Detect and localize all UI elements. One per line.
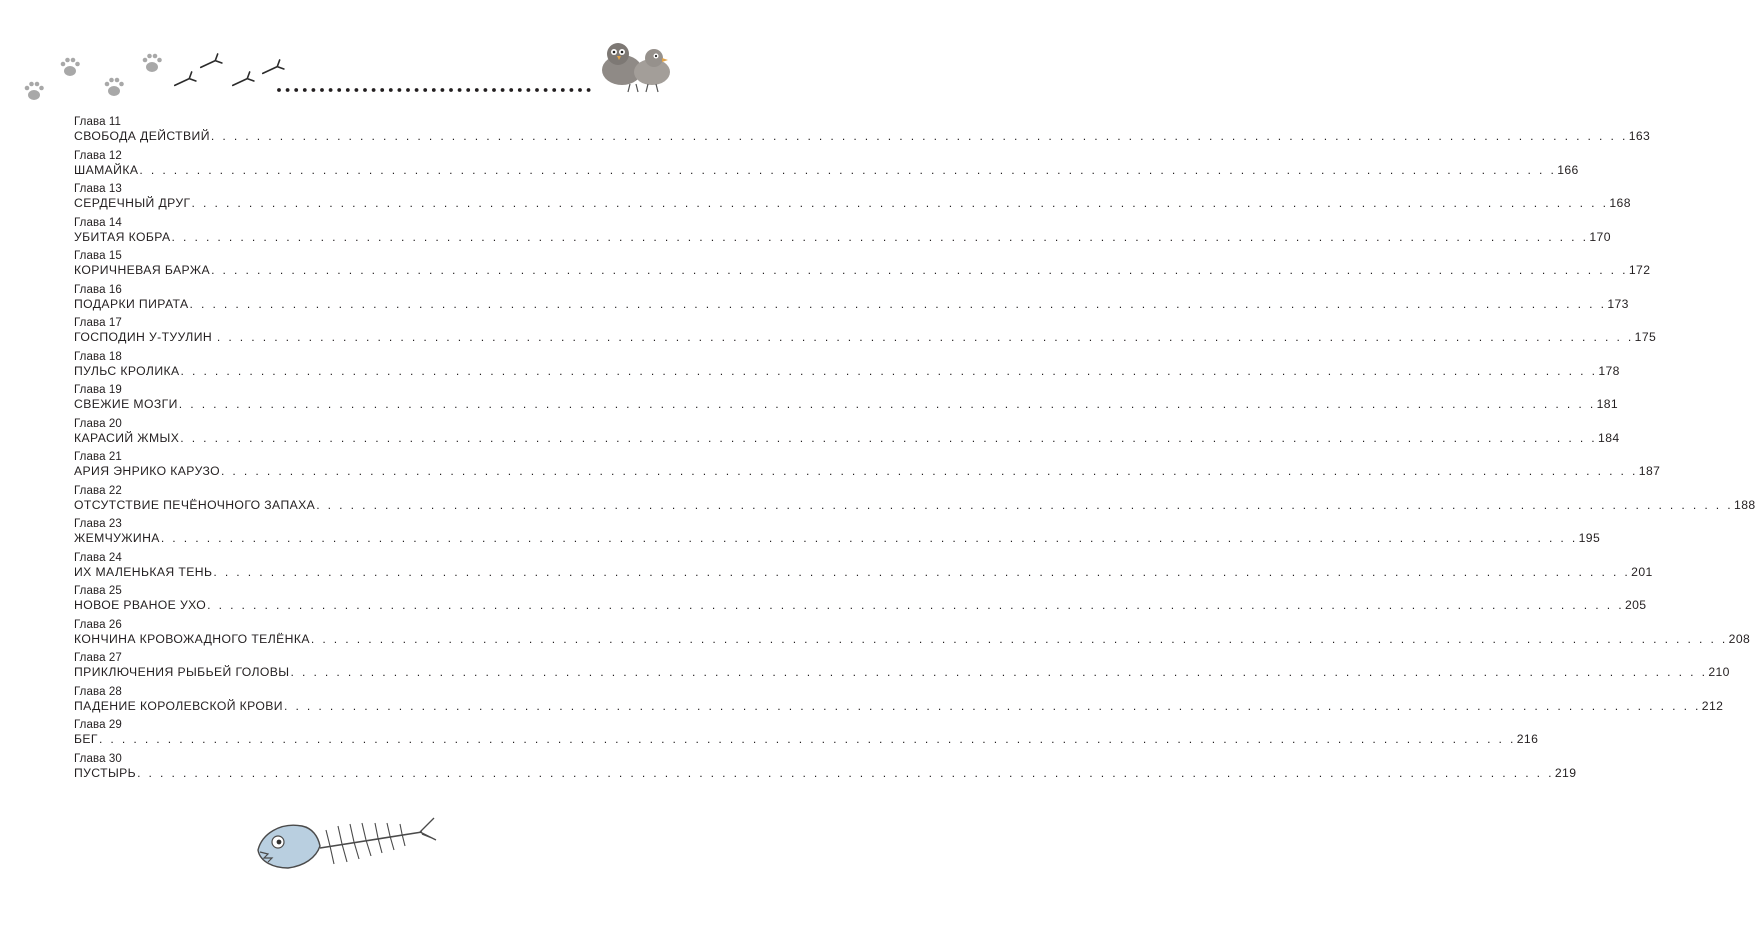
chapter-number: Глава 30 — [74, 752, 122, 765]
toc-line — [74, 732, 1539, 747]
toc-entry[interactable] — [74, 585, 1647, 619]
chapter-number: Глава 27 — [74, 652, 122, 664]
dot-leader: . . . . . . . . . . . . . . . . . . . . . . . . . . . . . . . . . . . . . . . . . . . . . . . . . . . . . . . . . . . . . . . . . . . . . . . . . . . . . . . . . . . . . . . . . . . . . . . . . . . . . . . . . . . . . . . . . . . . . . . . . . . . — [213, 564, 1631, 579]
page-number: 201 — [1631, 564, 1653, 579]
chapter-number: Глава 16 — [74, 283, 122, 296]
toc-entry[interactable] — [74, 484, 1756, 519]
chapter-title: БЕГ — [74, 732, 98, 746]
chapter-number: Глава 13 — [74, 183, 122, 195]
page-number: 212 — [1701, 698, 1724, 713]
page-number: 181 — [1596, 397, 1619, 411]
toc-line — [74, 296, 1629, 312]
toc-entry[interactable] — [74, 216, 1611, 251]
chapter-title: ПУСТЫРЬ — [74, 765, 137, 780]
chapter-title: ПРИКЛЮЧЕНИЯ РЫБЬЕЙ ГОЛОВЫ — [74, 665, 290, 679]
dot-leader: . . . . . . . . . . . . . . . . . . . . . . . . . . . . . . . . . . . . . . . . . . . . . . . . . . . . . . . . . . . . . . . . . . . . . . . . . . . . . . . . . . . . . . . . . . . . . . . . . . . . . . . . . . . . . . . . . . . . . . . . . . . . — [290, 665, 1708, 679]
chapter-number: Глава 23 — [74, 518, 122, 530]
chapter-title: ЖЕМЧУЖИНА — [74, 531, 160, 545]
chapter-title: СВОБОДА ДЕЙСТВИЙ — [74, 129, 210, 143]
toc-entry[interactable] — [74, 685, 1724, 720]
dot-leader: . . . . . . . . . . . . . . . . . . . . . . . . . . . . . . . . . . . . . . . . . . . . . . . . . . . . . . . . . . . . . . . . . . . . . . . . . . . . . . . . . . . . . . . . . . . . . . . . . . . . . . . . . . . . . . . . . . . . . . . . . . . . — [207, 598, 1624, 612]
toc-entry[interactable] — [74, 652, 1730, 686]
toc-entry[interactable] — [74, 149, 1579, 184]
paw-print-icon — [61, 58, 80, 76]
toc-entry[interactable] — [74, 551, 1653, 586]
toc-entry[interactable] — [74, 618, 1751, 653]
toc-line — [74, 129, 1651, 144]
toc-entry[interactable] — [74, 250, 1651, 284]
page-number: 170 — [1589, 229, 1611, 244]
paw-print-icon — [25, 82, 44, 100]
chapter-number: Глава 21 — [74, 451, 122, 463]
toc-line — [74, 397, 1619, 412]
chapter-title: ШАМАЙКА — [74, 162, 139, 177]
chapter-title: СВЕЖИЕ МОЗГИ — [74, 397, 178, 411]
toc-entry[interactable] — [74, 752, 1577, 787]
chapter-title: КАРАСИЙ ЖМЫХ — [74, 430, 180, 445]
chapter-title: УБИТАЯ КОБРА — [74, 229, 171, 244]
toc-entry[interactable] — [74, 451, 1661, 485]
page-number: 172 — [1628, 263, 1651, 277]
dotted-rule — [277, 88, 590, 92]
toc-line — [74, 665, 1730, 680]
dot-leader: . . . . . . . . . . . . . . . . . . . . . . . . . . . . . . . . . . . . . . . . . . . . . . . . . . . . . . . . . . . . . . . . . . . . . . . . . . . . . . . . . . . . . . . . . . . . . . . . . . . . . . . . . . . . . . . . . . . . . . . . . . . . — [216, 330, 1634, 344]
chapter-title: ПОДАРКИ ПИРАТА — [74, 296, 189, 311]
chapter-title: СЕРДЕЧНЫЙ ДРУГ — [74, 196, 191, 210]
bird-track-icon — [231, 72, 254, 90]
toc-line — [74, 330, 1657, 345]
chapter-number: Глава 20 — [74, 417, 122, 430]
toc-line — [74, 631, 1751, 647]
header-decoration — [0, 0, 723, 110]
toc-line — [74, 196, 1631, 211]
dot-leader: . . . . . . . . . . . . . . . . . . . . . . . . . . . . . . . . . . . . . . . . . . . . . . . . . . . . . . . . . . . . . . . . . . . . . . . . . . . . . . . . . . . . . . . . . . . . . . . . . . . . . . . . . . . . . . . . . . . . . . . . . . . . — [160, 531, 1578, 545]
toc-line — [74, 765, 1577, 781]
toc-line — [74, 598, 1647, 613]
dot-leader: . . . . . . . . . . . . . . . . . . . . . . . . . . . . . . . . . . . . . . . . . . . . . . . . . . . . . . . . . . . . . . . . . . . . . . . . . . . . . . . . . . . . . . . . . . . . . . . . . . . . . . . . . . . . . . . . . . . . . . . . . . . . — [310, 631, 1728, 646]
page-number: 163 — [1628, 129, 1651, 143]
chapter-number: Глава 19 — [74, 384, 122, 396]
toc-line — [74, 162, 1579, 178]
bird-track-icon — [261, 60, 284, 78]
chapter-title: НОВОЕ РВАНОЕ УХО — [74, 598, 207, 612]
page-number: 166 — [1557, 162, 1579, 177]
toc-entry[interactable] — [74, 350, 1620, 385]
birds-icon — [602, 43, 670, 92]
page-number: 175 — [1634, 330, 1657, 344]
toc-entry[interactable] — [74, 417, 1620, 452]
toc-line — [74, 564, 1653, 580]
chapter-number: Глава 22 — [74, 484, 122, 497]
toc-entry[interactable] — [74, 518, 1601, 552]
chapter-title: ОТСУТСТВИЕ ПЕЧЁНОЧНОГО ЗАПАХА — [74, 497, 316, 512]
toc-line — [74, 531, 1601, 546]
toc-line — [74, 263, 1651, 278]
table-of-contents — [74, 116, 1756, 786]
chapter-title: КОРИЧНЕВАЯ БАРЖА — [74, 263, 211, 277]
fish-skeleton-icon — [250, 808, 440, 883]
toc-line — [74, 430, 1620, 446]
toc-line — [74, 464, 1661, 479]
chapter-number: Глава 26 — [74, 618, 122, 631]
page-number: 210 — [1708, 665, 1730, 679]
chapter-number: Глава 29 — [74, 719, 122, 731]
dot-leader: . . . . . . . . . . . . . . . . . . . . . . . . . . . . . . . . . . . . . . . . . . . . . . . . . . . . . . . . . . . . . . . . . . . . . . . . . . . . . . . . . . . . . . . . . . . . . . . . . . . . . . . . . . . . . . . . . . . . . . . . . . . . — [180, 430, 1598, 445]
page-number: 205 — [1624, 598, 1647, 612]
paw-print-icon — [143, 54, 162, 72]
chapter-number: Глава 11 — [74, 116, 121, 128]
dot-leader: . . . . . . . . . . . . . . . . . . . . . . . . . . . . . . . . . . . . . . . . . . . . . . . . . . . . . . . . . . . . . . . . . . . . . . . . . . . . . . . . . . . . . . . . . . . . . . . . . . . . . . . . . . . . . . . . . . . . . . . . . . . . — [211, 263, 1628, 277]
toc-entry[interactable] — [74, 183, 1631, 217]
dot-leader: . . . . . . . . . . . . . . . . . . . . . . . . . . . . . . . . . . . . . . . . . . . . . . . . . . . . . . . . . . . . . . . . . . . . . . . . . . . . . . . . . . . . . . . . . . . . . . . . . . . . . . . . . . . . . . . . . . . . . . . . . . . . — [98, 732, 1516, 746]
page-number: 216 — [1516, 732, 1539, 746]
chapter-title: АРИЯ ЭНРИКО КАРУЗО — [74, 464, 220, 478]
toc-entry[interactable] — [74, 317, 1657, 351]
page-number: 208 — [1728, 631, 1751, 646]
dot-leader: . . . . . . . . . . . . . . . . . . . . . . . . . . . . . . . . . . . . . . . . . . . . . . . . . . . . . . . . . . . . . . . . . . . . . . . . . . . . . . . . . . . . . . . . . . . . . . . . . . . . . . . . . . . . . . . . . . . . . . . . . . . . — [171, 229, 1589, 244]
chapter-number: Глава 18 — [74, 350, 122, 363]
chapter-title: ИХ МАЛЕНЬКАЯ ТЕНЬ — [74, 564, 213, 579]
toc-entry[interactable] — [74, 116, 1651, 150]
dot-leader: . . . . . . . . . . . . . . . . . . . . . . . . . . . . . . . . . . . . . . . . . . . . . . . . . . . . . . . . . . . . . . . . . . . . . . . . . . . . . . . . . . . . . . . . . . . . . . . . . . . . . . . . . . . . . . . . . . . . . . . . . . . . — [283, 698, 1701, 713]
toc-entry[interactable] — [74, 283, 1629, 318]
page-number: 195 — [1578, 531, 1601, 545]
bird-track-icon — [173, 72, 196, 90]
toc-line — [74, 229, 1611, 245]
header-illustration — [0, 0, 723, 110]
chapter-number: Глава 12 — [74, 149, 122, 162]
dot-leader: . . . . . . . . . . . . . . . . . . . . . . . . . . . . . . . . . . . . . . . . . . . . . . . . . . . . . . . . . . . . . . . . . . . . . . . . . . . . . . . . . . . . . . . . . . . . . . . . . . . . . . . . . . . . . . . . . . . . . . . . . . . . — [220, 464, 1638, 478]
toc-line — [74, 363, 1620, 379]
page-number: 173 — [1607, 296, 1629, 311]
page-number: 219 — [1554, 765, 1577, 780]
dot-leader: . . . . . . . . . . . . . . . . . . . . . . . . . . . . . . . . . . . . . . . . . . . . . . . . . . . . . . . . . . . . . . . . . . . . . . . . . . . . . . . . . . . . . . . . . . . . . . . . . . . . . . . . . . . . . . . . . . . . . . . . . . . . — [137, 765, 1554, 780]
dot-leader: . . . . . . . . . . . . . . . . . . . . . . . . . . . . . . . . . . . . . . . . . . . . . . . . . . . . . . . . . . . . . . . . . . . . . . . . . . . . . . . . . . . . . . . . . . . . . . . . . . . . . . . . . . . . . . . . . . . . . . . . . . . . — [191, 196, 1609, 210]
dot-leader: . . . . . . . . . . . . . . . . . . . . . . . . . . . . . . . . . . . . . . . . . . . . . . . . . . . . . . . . . . . . . . . . . . . . . . . . . . . . . . . . . . . . . . . . . . . . . . . . . . . . . . . . . . . . . . . . . . . . . . . . . . . . — [139, 162, 1557, 177]
page-number: 178 — [1598, 363, 1620, 378]
dot-leader: . . . . . . . . . . . . . . . . . . . . . . . . . . . . . . . . . . . . . . . . . . . . . . . . . . . . . . . . . . . . . . . . . . . . . . . . . . . . . . . . . . . . . . . . . . . . . . . . . . . . . . . . . . . . . . . . . . . . . . . . . . . . — [210, 129, 1628, 143]
toc-line — [74, 497, 1756, 513]
fish-skeleton-illustration — [250, 808, 440, 888]
dot-leader: . . . . . . . . . . . . . . . . . . . . . . . . . . . . . . . . . . . . . . . . . . . . . . . . . . . . . . . . . . . . . . . . . . . . . . . . . . . . . . . . . . . . . . . . . . . . . . . . . . . . . . . . . . . . . . . . . . . . . . . . . . . . — [189, 296, 1607, 311]
page-number: 187 — [1638, 464, 1661, 478]
dot-leader: . . . . . . . . . . . . . . . . . . . . . . . . . . . . . . . . . . . . . . . . . . . . . . . . . . . . . . . . . . . . . . . . . . . . . . . . . . . . . . . . . . . . . . . . . . . . . . . . . . . . . . . . . . . . . . . . . . . . . . . . . . . . — [178, 397, 1596, 411]
dot-leader: . . . . . . . . . . . . . . . . . . . . . . . . . . . . . . . . . . . . . . . . . . . . . . . . . . . . . . . . . . . . . . . . . . . . . . . . . . . . . . . . . . . . . . . . . . . . . . . . . . . . . . . . . . . . . . . . . . . . . . . . . . . . — [316, 497, 1734, 512]
dot-leader: . . . . . . . . . . . . . . . . . . . . . . . . . . . . . . . . . . . . . . . . . . . . . . . . . . . . . . . . . . . . . . . . . . . . . . . . . . . . . . . . . . . . . . . . . . . . . . . . . . . . . . . . . . . . . . . . . . . . . . . . . . . . — [180, 363, 1598, 378]
page-number: 168 — [1609, 196, 1631, 210]
bird-track-icon — [199, 54, 222, 72]
chapter-title: ГОСПОДИН У-ТУУЛИН — [74, 330, 216, 344]
paw-print-icon — [105, 78, 124, 96]
chapter-title: ПАДЕНИЕ КОРОЛЕВСКОЙ КРОВИ — [74, 698, 283, 713]
page-number: 184 — [1598, 430, 1620, 445]
chapter-title: КОНЧИНА КРОВОЖАДНОГО ТЕЛЁНКА — [74, 631, 310, 646]
toc-entry[interactable] — [74, 384, 1619, 418]
chapter-number: Глава 28 — [74, 685, 122, 698]
chapter-title: ПУЛЬС КРОЛИКА — [74, 363, 180, 378]
chapter-number: Глава 25 — [74, 585, 122, 597]
page-number: 188 — [1734, 497, 1756, 512]
chapter-number: Глава 17 — [74, 317, 122, 329]
chapter-number: Глава 15 — [74, 250, 122, 262]
chapter-number: Глава 24 — [74, 551, 122, 564]
toc-line — [74, 698, 1724, 714]
chapter-number: Глава 14 — [74, 216, 122, 229]
toc-entry[interactable] — [74, 719, 1539, 753]
